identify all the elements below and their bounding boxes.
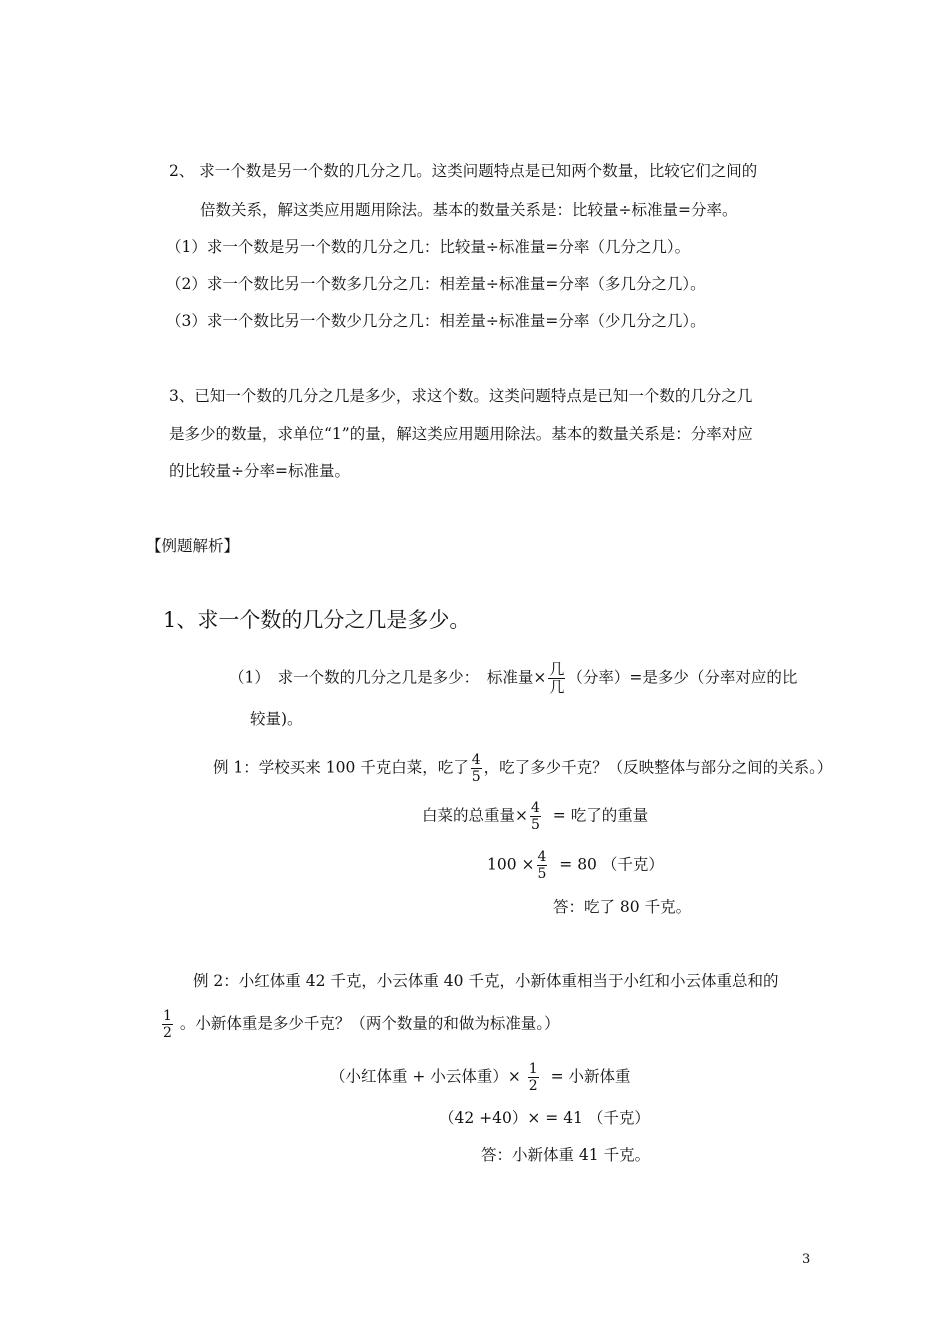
ex2-eq1-fraction bbox=[528, 1061, 539, 1094]
ex1-eq2-fraction bbox=[537, 849, 548, 882]
eq-left: 100 × bbox=[487, 855, 535, 874]
ex2-line2-text: 。小新体重是多少千克？（两个数量的和做为标准量。） bbox=[179, 1014, 560, 1033]
page-number: 3 bbox=[802, 1252, 811, 1267]
fraction-numerator: 1 bbox=[528, 1061, 538, 1077]
ex1-eq1-fraction bbox=[530, 800, 541, 833]
ex1-suffix: ，吃了多少千克？（反映整体与部分之间的关系。） bbox=[483, 758, 833, 777]
fraction-numerator: 1 bbox=[163, 1008, 172, 1024]
ex1-problem bbox=[213, 752, 832, 785]
fraction-denominator: 5 bbox=[537, 866, 547, 882]
examples-heading: 【例题解析】 bbox=[146, 537, 240, 555]
ex1-equation-1 bbox=[422, 800, 648, 833]
eq-right: = 80 （千克） bbox=[559, 855, 664, 874]
sec3-line2: 是多少的数量，求单位“1”的量，解这类应用题用除法。基本的数量关系是：分率对应 bbox=[169, 425, 753, 443]
fraction-denominator: 几 bbox=[549, 678, 565, 696]
ex2-line2 bbox=[160, 1008, 560, 1041]
rule1-suffix: （分率）=是多少（分率对应的比 bbox=[567, 668, 798, 687]
eq-left: 白菜的总重量× bbox=[422, 806, 528, 825]
eq-right: = 小新体重 bbox=[550, 1067, 631, 1086]
fraction-numerator: 4 bbox=[471, 752, 481, 768]
ex2-equation-2: （42 +40）× = 41 （千克） bbox=[439, 1109, 650, 1127]
sec3-line1: 3、已知一个数的几分之几是多少，求这个数。这类问题特点是已知一个数的几分之几 bbox=[169, 387, 753, 405]
ex2-line1: 例 2：小红体重 42 千克，小云体重 40 千克，小新体重相当于小红和小云体重总和的 bbox=[193, 972, 779, 990]
eq-right: = 吃了的重量 bbox=[552, 806, 649, 825]
ex1-prefix: 例 1：学校买来 100 千克白菜，吃了 bbox=[213, 758, 469, 777]
rule1-prefix: （1） 求一个数的几分之几是多少： 标准量× bbox=[229, 668, 547, 687]
ex2-answer: 答：小新体重 41 千克。 bbox=[481, 1146, 651, 1164]
ex1-answer: 答：吃了 80 千克。 bbox=[553, 898, 692, 916]
fraction-denominator: 2 bbox=[163, 1025, 172, 1041]
fraction-denominator: 5 bbox=[471, 769, 481, 785]
ex2-fraction bbox=[162, 1008, 173, 1041]
fraction-numerator: 4 bbox=[537, 849, 547, 865]
ex1-fraction bbox=[471, 752, 482, 785]
ex2-equation-1 bbox=[330, 1061, 630, 1094]
sec2-line2: 倍数关系，解这类应用题用除法。基本的数量关系是：比较量÷标准量=分率。 bbox=[200, 201, 738, 219]
sec2-item2: （2）求一个数比另一个数多几分之几：相差量÷标准量=分率（多几分之几）。 bbox=[166, 275, 706, 293]
sec2-line1: 2、 求一个数是另一个数的几分之几。这类问题特点是已知两个数量，比较它们之间的 bbox=[169, 162, 758, 180]
fraction-denominator: 2 bbox=[528, 1078, 538, 1094]
rule1-fraction bbox=[548, 661, 565, 696]
ex1-equation-2 bbox=[487, 849, 664, 882]
sec2-item1: （1）求一个数是另一个数的几分之几：比较量÷标准量=分率（几分之几）。 bbox=[166, 238, 691, 256]
fraction-numerator: 几 bbox=[549, 660, 565, 678]
rule1-line2: 较量)。 bbox=[250, 710, 303, 728]
sec2-item3: （3）求一个数比另一个数少几分之几：相差量÷标准量=分率（少几分之几）。 bbox=[166, 312, 706, 330]
topic1-heading: 1、求一个数的几分之几是多少。 bbox=[163, 608, 471, 632]
eq-left: （小红体重 + 小云体重）× bbox=[330, 1067, 521, 1086]
fraction-numerator: 4 bbox=[531, 800, 540, 816]
fraction-denominator: 5 bbox=[531, 817, 540, 833]
rule1-line1 bbox=[229, 661, 797, 696]
sec3-line3: 的比较量÷分率=标准量。 bbox=[169, 462, 350, 480]
